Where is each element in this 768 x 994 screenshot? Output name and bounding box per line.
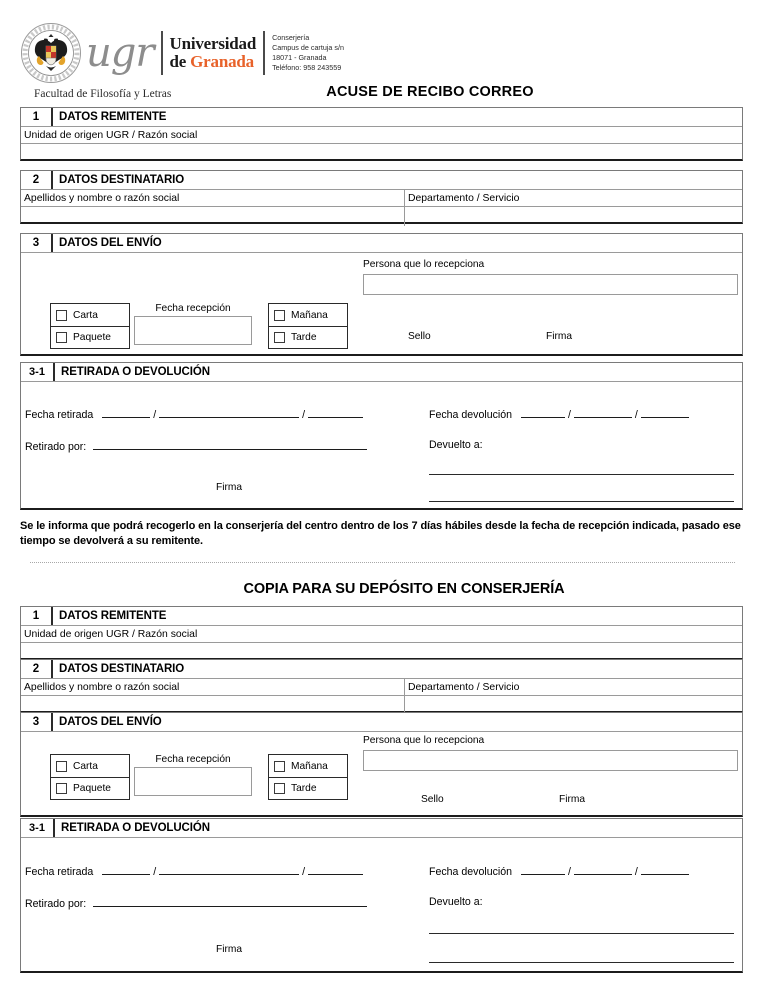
section-title: RETIRADA O DEVOLUCIÓN: [61, 366, 210, 378]
section-envio-copy1: [20, 233, 743, 356]
ugr-wordmark: ugr: [86, 30, 154, 76]
turno-checkbox-group: [268, 754, 348, 800]
checkbox-carta-icon[interactable]: [56, 761, 67, 772]
address-line-1: Conserjería: [272, 32, 310, 42]
section-header: [21, 234, 742, 253]
slash-1: /: [153, 409, 157, 421]
persona-recepciona-label: Persona que lo recepciona: [363, 735, 485, 746]
departamento-label: Departamento / Servicio: [405, 679, 742, 696]
slash-3: /: [567, 866, 571, 878]
checkbox-carta-label: Carta: [73, 760, 98, 772]
devuelto-a-row: [429, 896, 483, 908]
section-header: [21, 819, 742, 838]
faculty-name: Facultad de Filosofía y Letras: [34, 88, 172, 100]
checkbox-row-carta[interactable]: [51, 755, 129, 777]
section-title: DATOS DEL ENVÍO: [59, 716, 162, 728]
copy-title: COPIA PARA SU DEPÓSITO EN CONSERJERÍA: [243, 581, 565, 597]
fecha-retirada-row: [25, 407, 363, 421]
section-header: [21, 171, 742, 190]
checkbox-paquete-icon[interactable]: [56, 783, 67, 794]
departamento-input[interactable]: [405, 207, 742, 226]
fecha-recepcion-label: Fecha recepción: [155, 754, 231, 765]
section-title: DATOS DESTINATARIO: [59, 663, 185, 675]
checkbox-tarde-label: Tarde: [291, 783, 317, 794]
section-number: 1: [21, 108, 53, 126]
fecha-recepcion-field: [134, 754, 252, 796]
section-number: 3-1: [21, 363, 55, 381]
section-number: 3: [21, 713, 53, 731]
checkbox-row-tarde[interactable]: [269, 777, 347, 799]
fecha-retirada-dia-input[interactable]: [102, 407, 150, 418]
slash-2: /: [302, 866, 306, 878]
checkbox-carta-label: Carta: [73, 309, 98, 321]
checkbox-carta-icon[interactable]: [56, 310, 67, 321]
university-name: [170, 35, 257, 72]
fecha-devolucion-dia-input[interactable]: [521, 864, 565, 875]
fecha-retirada-mes-input[interactable]: [159, 407, 299, 418]
fecha-retirada-dia-input[interactable]: [102, 864, 150, 875]
firma-retirada-label: Firma: [216, 944, 243, 955]
devuelto-a-line-2[interactable]: [429, 962, 734, 963]
unidad-origen-label: Unidad de origen UGR / Razón social: [21, 626, 742, 643]
fecha-devolucion-label: Fecha devolución: [429, 409, 513, 421]
apellidos-input[interactable]: [21, 207, 404, 226]
retirado-por-input[interactable]: [93, 439, 367, 450]
checkbox-manana-label: Mañana: [291, 760, 328, 772]
section-title: DATOS REMITENTE: [59, 610, 167, 622]
retirado-por-row: [25, 896, 367, 910]
devuelto-a-line-1[interactable]: [429, 474, 734, 475]
fecha-devolucion-mes-input[interactable]: [574, 864, 632, 875]
section-number: 2: [21, 660, 53, 678]
fecha-devolucion-dia-input[interactable]: [521, 407, 565, 418]
university-line-1: Universidad: [169, 33, 257, 53]
fecha-devolucion-row: [429, 864, 689, 878]
tipo-envio-checkbox-group: [50, 303, 130, 349]
tipo-envio-checkbox-group: [50, 754, 130, 800]
section-number: 2: [21, 171, 53, 189]
university-de: de: [169, 52, 191, 71]
fecha-devolucion-anio-input[interactable]: [641, 407, 689, 418]
envio-body: [21, 732, 742, 812]
fecha-recepcion-input[interactable]: [134, 767, 252, 796]
section-remitente-copy2: [20, 606, 743, 660]
fecha-devolucion-anio-input[interactable]: [641, 864, 689, 875]
retirada-body: [21, 838, 742, 972]
checkbox-row-carta[interactable]: [51, 304, 129, 326]
address-line-2: Campus de cartuja s/n: [272, 42, 345, 52]
section-header: [21, 108, 742, 127]
firma-label: Firma: [546, 331, 573, 342]
checkbox-manana-icon[interactable]: [274, 761, 285, 772]
checkbox-row-manana[interactable]: [269, 304, 347, 326]
section-header: [21, 660, 742, 679]
checkbox-row-paquete[interactable]: [51, 777, 129, 799]
checkbox-manana-label: Mañana: [291, 309, 328, 321]
devuelto-a-label: Devuelto a:: [429, 439, 483, 451]
retirado-por-label: Retirado por:: [25, 441, 87, 453]
unidad-origen-input[interactable]: [21, 144, 742, 163]
section-number: 3: [21, 234, 53, 252]
checkbox-row-tarde[interactable]: [269, 326, 347, 348]
section-remitente-copy1: [20, 107, 743, 161]
slash-3: /: [567, 409, 571, 421]
divider-1: [161, 31, 163, 75]
checkbox-manana-icon[interactable]: [274, 310, 285, 321]
checkbox-paquete-label: Paquete: [73, 332, 111, 343]
fecha-retirada-mes-input[interactable]: [159, 864, 299, 875]
fecha-recepcion-label: Fecha recepción: [155, 303, 231, 314]
turno-checkbox-group: [268, 303, 348, 349]
firma-retirada-label: Firma: [216, 482, 243, 493]
slash-4: /: [634, 409, 638, 421]
section-number: 3-1: [21, 819, 55, 837]
checkbox-tarde-icon[interactable]: [274, 332, 285, 343]
cut-line-separator: [30, 562, 736, 563]
fecha-devolucion-label: Fecha devolución: [429, 866, 513, 878]
checkbox-tarde-icon[interactable]: [274, 783, 285, 794]
checkbox-row-manana[interactable]: [269, 755, 347, 777]
checkbox-paquete-icon[interactable]: [56, 332, 67, 343]
section-envio-copy2: [20, 712, 743, 817]
section-header: [21, 363, 742, 382]
section-header: [21, 713, 742, 732]
checkbox-row-paquete[interactable]: [51, 326, 129, 348]
notice-text: Se le informa que podrá recogerlo en la conserjería del centro dentro de los 7 días hábiles desde la fecha de recepción indicada, pasado ese tiempo se devolverá a su remitente.: [20, 520, 741, 547]
checkbox-tarde-label: Tarde: [291, 332, 317, 343]
destinatario-labels: [21, 679, 742, 696]
page-title: ACUSE DE RECIBO CORREO: [326, 84, 534, 100]
devuelto-a-row: [429, 439, 483, 451]
apellidos-label: Apellidos y nombre o razón social: [21, 679, 404, 696]
divider-2: [263, 31, 265, 75]
university-line-2: [170, 53, 257, 71]
devuelto-a-line-2[interactable]: [429, 501, 734, 502]
fecha-retirada-label: Fecha retirada: [25, 409, 94, 421]
envio-body: [21, 253, 742, 351]
section-retirada-copy1: [20, 362, 743, 510]
persona-recepciona-label: Persona que lo recepciona: [363, 259, 485, 270]
persona-recepciona-input[interactable]: [363, 750, 738, 771]
fecha-devolucion-mes-input[interactable]: [574, 407, 632, 418]
sello-label: Sello: [408, 331, 431, 342]
destinatario-labels: [21, 190, 742, 207]
unidad-origen-label: Unidad de origen UGR / Razón social: [21, 127, 742, 144]
slash-1: /: [153, 866, 157, 878]
fecha-retirada-label: Fecha retirada: [25, 866, 94, 878]
retirado-por-row: [25, 439, 367, 453]
fecha-retirada-anio-input[interactable]: [308, 864, 363, 875]
section-title: DATOS REMITENTE: [59, 111, 167, 123]
section-destinatario-copy2: [20, 659, 743, 713]
checkbox-paquete-label: Paquete: [73, 783, 111, 794]
devuelto-a-label: Devuelto a:: [429, 896, 483, 908]
fecha-recepcion-field: [134, 303, 252, 345]
section-number: 1: [21, 607, 53, 625]
retirada-body: [21, 382, 742, 509]
departamento-label: Departamento / Servicio: [405, 190, 742, 207]
retirado-por-input[interactable]: [93, 896, 367, 907]
section-retirada-copy2: [20, 818, 743, 973]
address-line-3: 18071 - Granada: [272, 53, 327, 62]
section-title: DATOS DESTINATARIO: [59, 174, 185, 186]
slash-2: /: [302, 409, 306, 421]
university-granada: Granada: [190, 52, 254, 71]
slash-4: /: [634, 866, 638, 878]
section-header: [21, 607, 742, 626]
contact-address: [272, 33, 344, 74]
fecha-recepcion-input[interactable]: [134, 316, 252, 345]
apellidos-label: Apellidos y nombre o razón social: [21, 190, 404, 207]
section-title: DATOS DEL ENVÍO: [59, 237, 162, 249]
section-destinatario-copy1: [20, 170, 743, 224]
fecha-devolucion-row: [429, 407, 689, 421]
devuelto-a-line-1[interactable]: [429, 933, 734, 934]
ugr-crest-seal-icon: [20, 22, 82, 84]
firma-label: Firma: [559, 794, 586, 805]
section-title: RETIRADA O DEVOLUCIÓN: [61, 822, 210, 834]
sello-label: Sello: [421, 794, 444, 805]
destinatario-inputs: [21, 207, 742, 226]
address-line-4: Teléfono: 958 243559: [272, 63, 342, 73]
fecha-retirada-row: [25, 864, 363, 878]
retirado-por-label: Retirado por:: [25, 898, 87, 910]
fecha-retirada-anio-input[interactable]: [308, 407, 363, 418]
persona-recepciona-input[interactable]: [363, 274, 738, 295]
